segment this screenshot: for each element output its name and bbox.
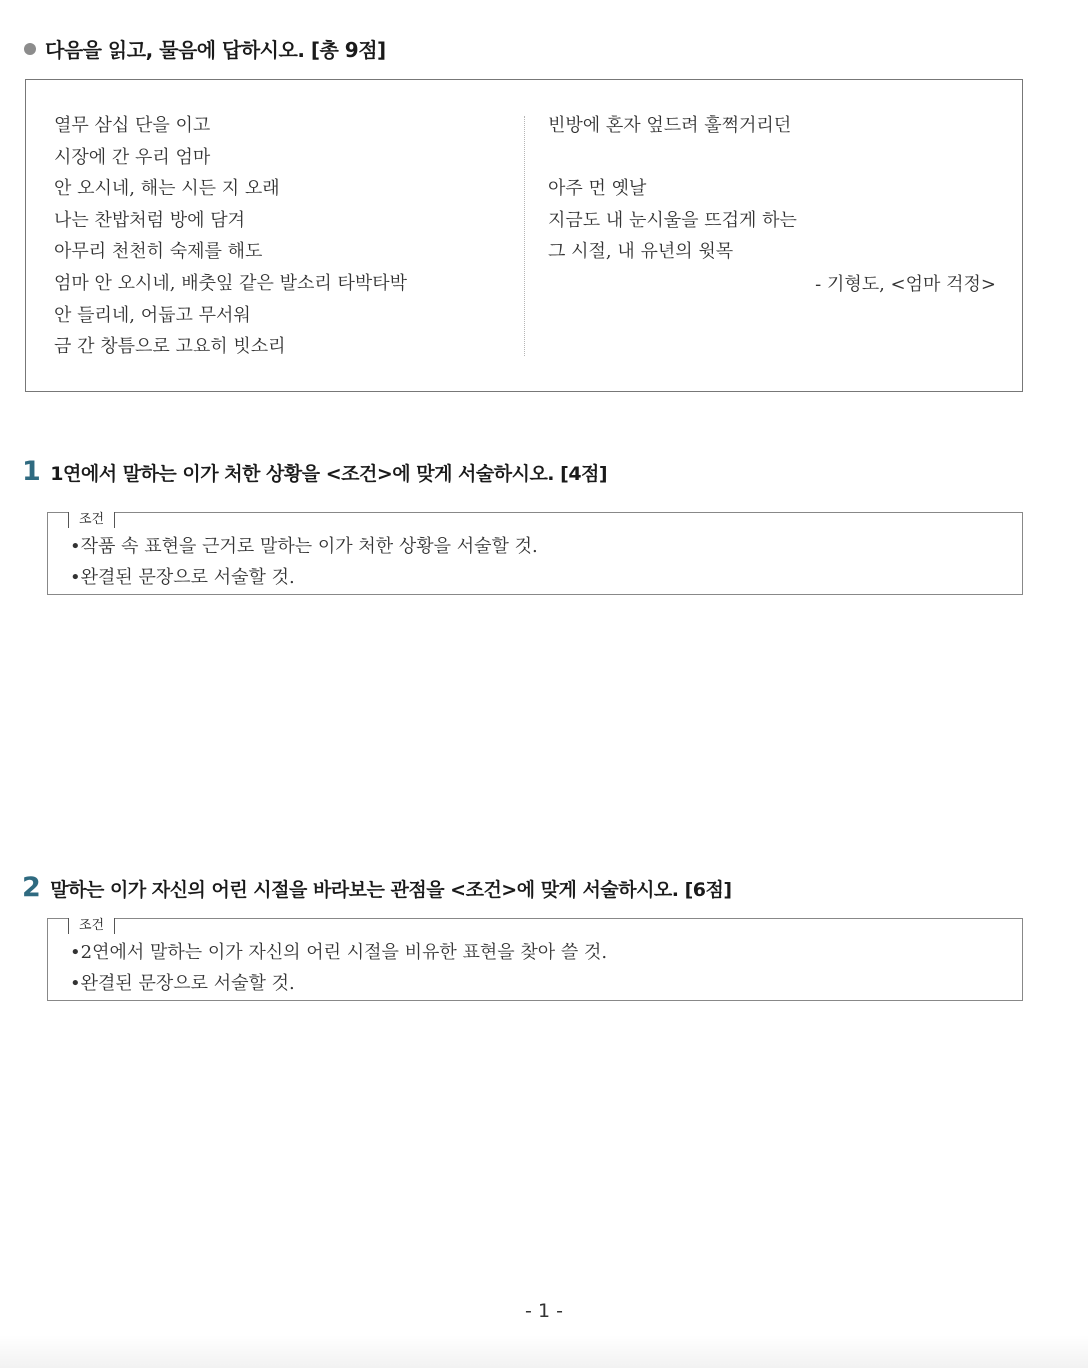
condition-label: 조건 [68, 512, 115, 528]
column-divider [524, 116, 525, 356]
poem-line: 열무 삼십 단을 이고 [54, 115, 211, 136]
poem-line: 엄마 안 오시네, 배춧잎 같은 발소리 타박타박 [54, 272, 408, 294]
condition-item: •완결된 문장으로 서술할 것. [70, 973, 295, 994]
page-number: - 1 - [525, 1300, 563, 1322]
poem-line: 안 오시네, 해는 시든 지 오래 [54, 178, 280, 200]
poem-line: 금 간 창틈으로 고요히 빗소리 [54, 336, 286, 358]
question-text: 말하는 이가 자신의 어린 시절을 바라보는 관점을 <조건>에 맞게 서술하시오. [6점] [50, 879, 732, 901]
question-number: 2 [22, 872, 41, 903]
poem-line: 안 들리네, 어둡고 무서워 [54, 304, 251, 326]
poem-source: - 기형도, <엄마 걱정> [815, 274, 996, 295]
bullet-icon [24, 43, 36, 55]
poem-line: 지금도 내 눈시울을 뜨겁게 하는 [548, 209, 797, 231]
poem-line [548, 142, 797, 174]
question-text: 1연에서 말하는 이가 처한 상황을 <조건>에 맞게 서술하시오. [4점] [50, 463, 608, 485]
poem-line: 빈방에 혼자 엎드려 훌쩍거리던 [548, 115, 792, 136]
question-1-title [22, 456, 607, 487]
poem-line: 그 시절, 내 유년의 윗목 [548, 241, 734, 263]
poem-stanza-2 [548, 110, 797, 268]
condition-box-2 [47, 918, 1023, 1001]
question-number: 1 [22, 456, 41, 487]
condition-box-1 [47, 512, 1023, 595]
page-bottom-shade [0, 1335, 1088, 1368]
poem-stanza-1 [54, 110, 407, 363]
question-2-title [22, 872, 732, 903]
poem-line: 나는 찬밥처럼 방에 담겨 [54, 209, 246, 231]
instruction-header [24, 34, 386, 63]
condition-item: •작품 속 표현을 근거로 말하는 이가 처한 상황을 서술할 것. [70, 536, 538, 557]
poem-line: 아무리 천천히 숙제를 해도 [54, 241, 263, 263]
poem-line: 시장에 간 우리 엄마 [54, 146, 211, 168]
condition-item: •완결된 문장으로 서술할 것. [70, 567, 295, 588]
instruction-text: 다음을 읽고, 물음에 답하시오. [총 9점] [45, 38, 386, 62]
condition-item: •2연에서 말하는 이가 자신의 어린 시절을 비유한 표현을 찾아 쓸 것. [70, 942, 608, 963]
poem-line: 아주 먼 옛날 [548, 178, 647, 200]
condition-label: 조건 [68, 918, 115, 934]
